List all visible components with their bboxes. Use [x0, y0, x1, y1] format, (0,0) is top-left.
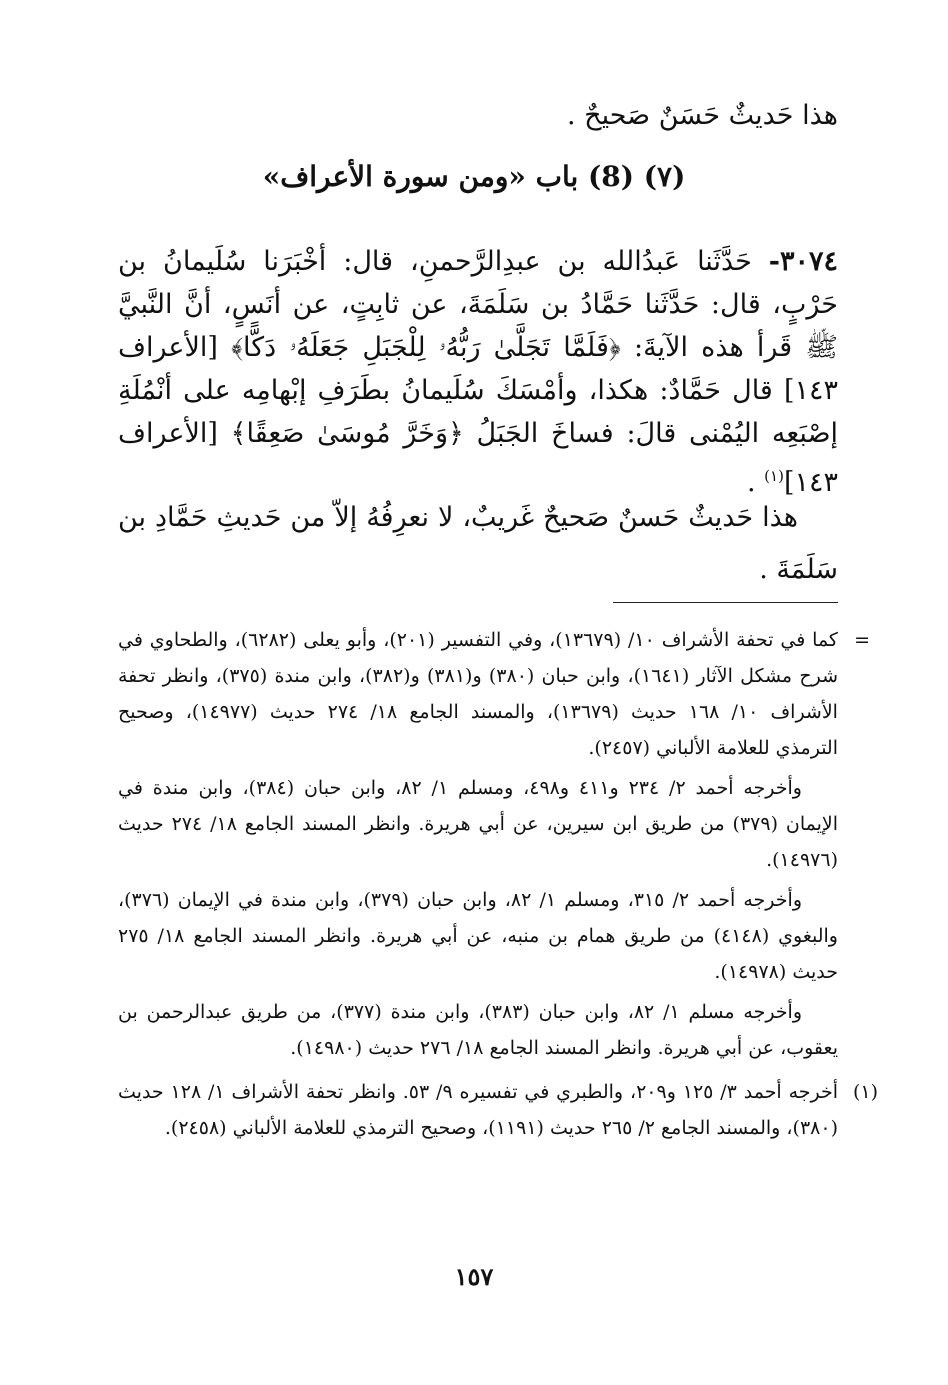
previous-hadith-grade: هذا حَديثٌ حَسَنٌ صَحيحٌ . — [567, 100, 838, 131]
footnote-paragraph: وأخرجه مسلم ١/ ٨٢، وابن حبان (٣٨٣)، وابن مندة (٣٧٧)، من طريق عبدالرحمن بن يعقوب، عن أبي هريرة. وانظر المسند الجامع ١٨/ ٢٧٦ حديث (١٤٩٨٠). — [118, 1001, 838, 1059]
hadith-grade: هذا حَديثٌ حَسنٌ صَحيحٌ غَريبٌ، لا نعرِفُهُ إلاّ من حَديثِ حَمَّادِ بن سَلَمَةَ . — [118, 502, 838, 585]
footnote-reference[interactable]: (١) — [764, 467, 784, 485]
hadith-text: حَدَّثَنا عَبدُالله بن عبدِالرَّحمنِ، قال: أخْبَرَنا سُلَيمانُ بن حَرْبٍ، قال: حَدَّثَنا حَمَّادُ بن سَلَمَةَ، عن ثابِتٍ، عن أنَسٍ، أنَّ النَّبيَّ ﷺ قَرأ هذه الآيةَ: ﴿فَلَمَّا تَجَلَّىٰ رَبُّهُۥ لِلْجَبَلِ جَعَلَهُۥ دَكًّا﴾ [الأعراف ١٤٣] قال حَمَّادٌ: هكذا، وأمْسَكَ سُلَيمانُ بطَرَفِ إبْهامِه على أنْمُلَةِ إصْبَعِه اليُمْنى قالَ: فساخَ الجَبَلُ ﴿وَخَرَّ مُوسَىٰ صَعِقًا﴾ [الأعراف ١٤٣] — [118, 246, 838, 498]
hadith-number: ٣٠٧٤- — [768, 246, 838, 277]
hadith-block — [118, 240, 838, 504]
footnote-paragraph: وأخرجه أحمد ٢/ ٣١٥، ومسلم ١/ ٨٢، وابن حبان (٣٧٩)، وابن مندة في الإيمان (٣٧٦)، والبغوي (٤١٤٨) من طريق همام بن منبه، عن أبي هريرة. وانظر المسند الجامع ١٨/ ٢٧٥ حديث (١٤٩٧٨). — [118, 889, 838, 983]
hadith-end: . — [746, 467, 765, 498]
footnote-separator — [613, 602, 838, 603]
continuation-marker: = — [854, 629, 870, 651]
page-number: ١٥٧ — [454, 1262, 494, 1291]
footnote-1-text: أخرجه أحمد ٣/ ١٢٥ و٢٠٩، والطبري في تفسيره ٩/ ٥٣. وانظر تحفة الأشراف ١/ ١٢٨ حديث (٣٨٠)، والمسند الجامع ٢/ ٢٦٥ حديث (١١٩١)، وصحيح الترمذي للعلامة الألباني (٢٤٥٨). — [118, 1081, 839, 1139]
footnote-1 — [118, 1074, 878, 1146]
footnote-continuation — [118, 622, 870, 766]
footnote-1-marker: (١) — [852, 1081, 878, 1103]
chapter-heading: (٧) (8) باب «ومن سورة الأعراف» — [262, 160, 686, 193]
footnote-paragraph: كما في تحفة الأشراف ١٠/ (١٣٦٧٩)، وفي التفسير (٢٠١)، وأبو يعلى (٦٢٨٢)، والطحاوي في شرح مشكل الآثار (١٦٤١)، وابن حبان (٣٨٠) و(٣٨١) و(٣٨٢)، وابن مندة (٣٧٥)، وانظر تحفة الأشراف ١٠/ ١٦٨ حديث (١٣٦٧٩)، والمسند الجامع ١٨/ ٢٧٤ حديث (١٤٩٧٧)، وصحيح الترمذي للعلامة الألباني (٢٤٥٧). — [118, 629, 839, 759]
footnotes-section — [118, 622, 878, 1146]
footnote-paragraph: وأخرجه أحمد ٢/ ٢٣٤ و٤١١ و٤٩٨، ومسلم ١/ ٨٢، وابن حبان (٣٨٤)، وابن مندة في الإيمان (٣٧٩) من طريق ابن سيرين، عن أبي هريرة. وانظر المسند الجامع ١٨/ ٢٧٤ حديث (١٤٩٧٦). — [118, 777, 838, 871]
